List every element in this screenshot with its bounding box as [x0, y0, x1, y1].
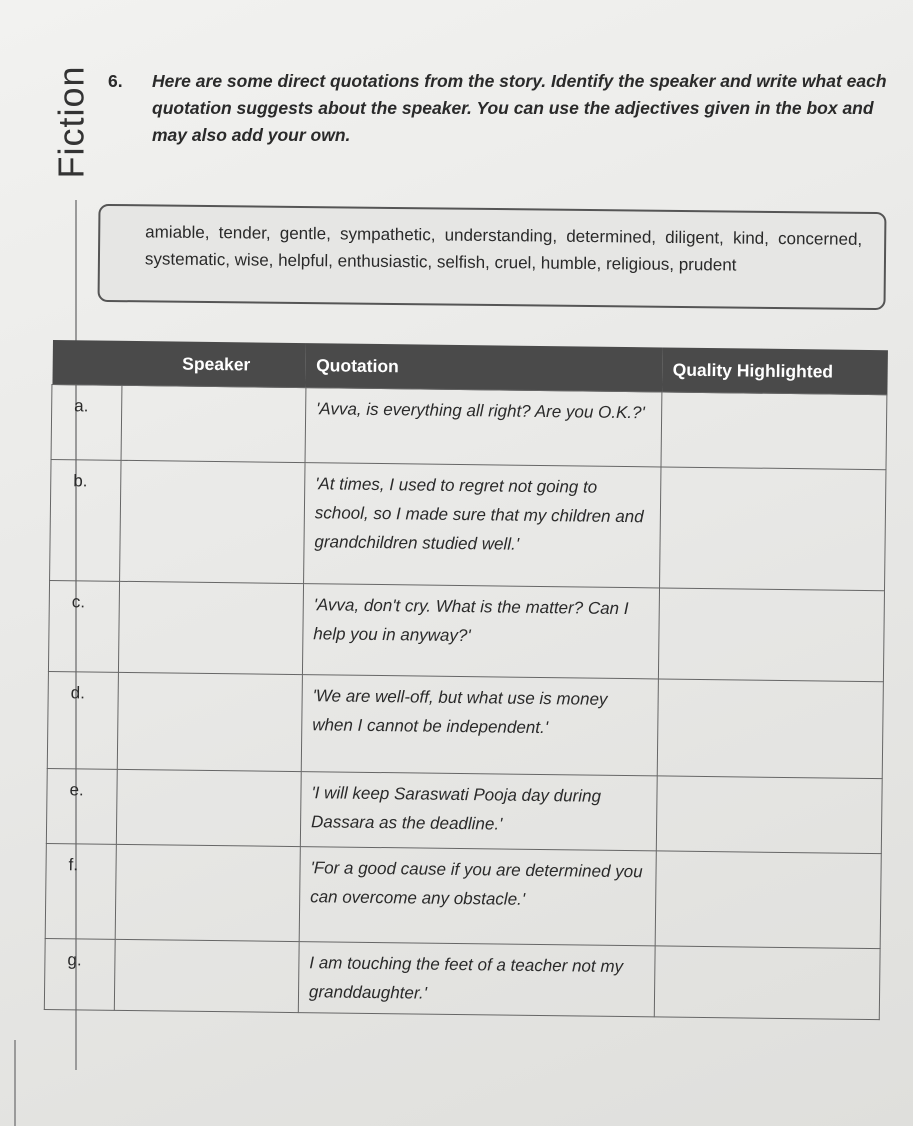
quotation-cell: 'I will keep Saraswati Pooja day during Dassara as the deadline.': [300, 772, 657, 851]
row-letter: g.: [44, 938, 115, 1010]
answer-table: [44, 340, 888, 1020]
quality-cell[interactable]: [661, 392, 886, 470]
adjectives-box: amiable, tender, gentle, sympathetic, understanding, determined, diligent, kind, concerned, systematic, wise, helpful, enthusiastic, selfish, cruel, humble, religious, prudent: [98, 204, 887, 310]
row-letter: c.: [48, 580, 119, 672]
row-letter: b.: [50, 459, 122, 581]
quotation-cell: 'At times, I used to regret not going to school, so I made sure that my children and grandchildren studied well.': [303, 463, 661, 588]
table-row: [44, 938, 880, 1019]
row-letter: a.: [51, 385, 122, 461]
table-row: [45, 843, 881, 948]
speaker-cell[interactable]: [119, 581, 304, 674]
quotation-cell: I am touching the feet of a teacher not my granddaughter.': [298, 942, 655, 1017]
table-row: [47, 671, 883, 778]
speaker-cell[interactable]: [121, 385, 306, 462]
row-letter: d.: [47, 671, 118, 769]
answer-table-container: [43, 340, 888, 1062]
speaker-cell[interactable]: [116, 769, 301, 846]
quality-cell[interactable]: [659, 588, 885, 682]
table-row: [48, 580, 884, 681]
row-letter: e.: [46, 768, 117, 844]
table-row: [50, 459, 886, 590]
speaker-cell[interactable]: [117, 672, 302, 771]
speaker-cell[interactable]: [120, 460, 305, 583]
section-label-text: Fiction: [51, 65, 92, 179]
table-row: [46, 768, 882, 853]
question-text: Here are some direct quotations from the story. Identify the speaker and write what each quotation suggests about the speaker. You can use the adjectives given in the box and may also add your own.: [152, 71, 887, 145]
speaker-cell[interactable]: [115, 844, 300, 941]
quality-cell[interactable]: [656, 851, 882, 949]
question-number: 6.: [108, 71, 123, 91]
margin-rule-bottom: [14, 1040, 16, 1126]
quality-cell[interactable]: [655, 946, 880, 1020]
header-quotation: Quotation: [306, 343, 663, 392]
quotation-cell: 'Avva, don't cry. What is the matter? Can I help you in anyway?': [302, 584, 660, 679]
section-label: [52, 62, 92, 182]
header-speaker: Speaker: [52, 340, 306, 388]
row-letter: f.: [45, 843, 116, 939]
header-quality: Quality Highlighted: [662, 347, 887, 394]
question-prompt: [108, 68, 898, 149]
quality-cell[interactable]: [657, 776, 882, 854]
speaker-cell[interactable]: [114, 939, 299, 1012]
quotation-cell: 'Avva, is everything all right? Are you O.K.?': [305, 388, 662, 467]
table-row: [51, 385, 887, 470]
quotation-cell: 'For a good cause if you are determined you can overcome any obstacle.': [299, 847, 657, 946]
quality-cell[interactable]: [658, 679, 884, 779]
quality-cell[interactable]: [660, 467, 886, 591]
quotation-cell: 'We are well-off, but what use is money when I cannot be independent.': [301, 675, 659, 776]
